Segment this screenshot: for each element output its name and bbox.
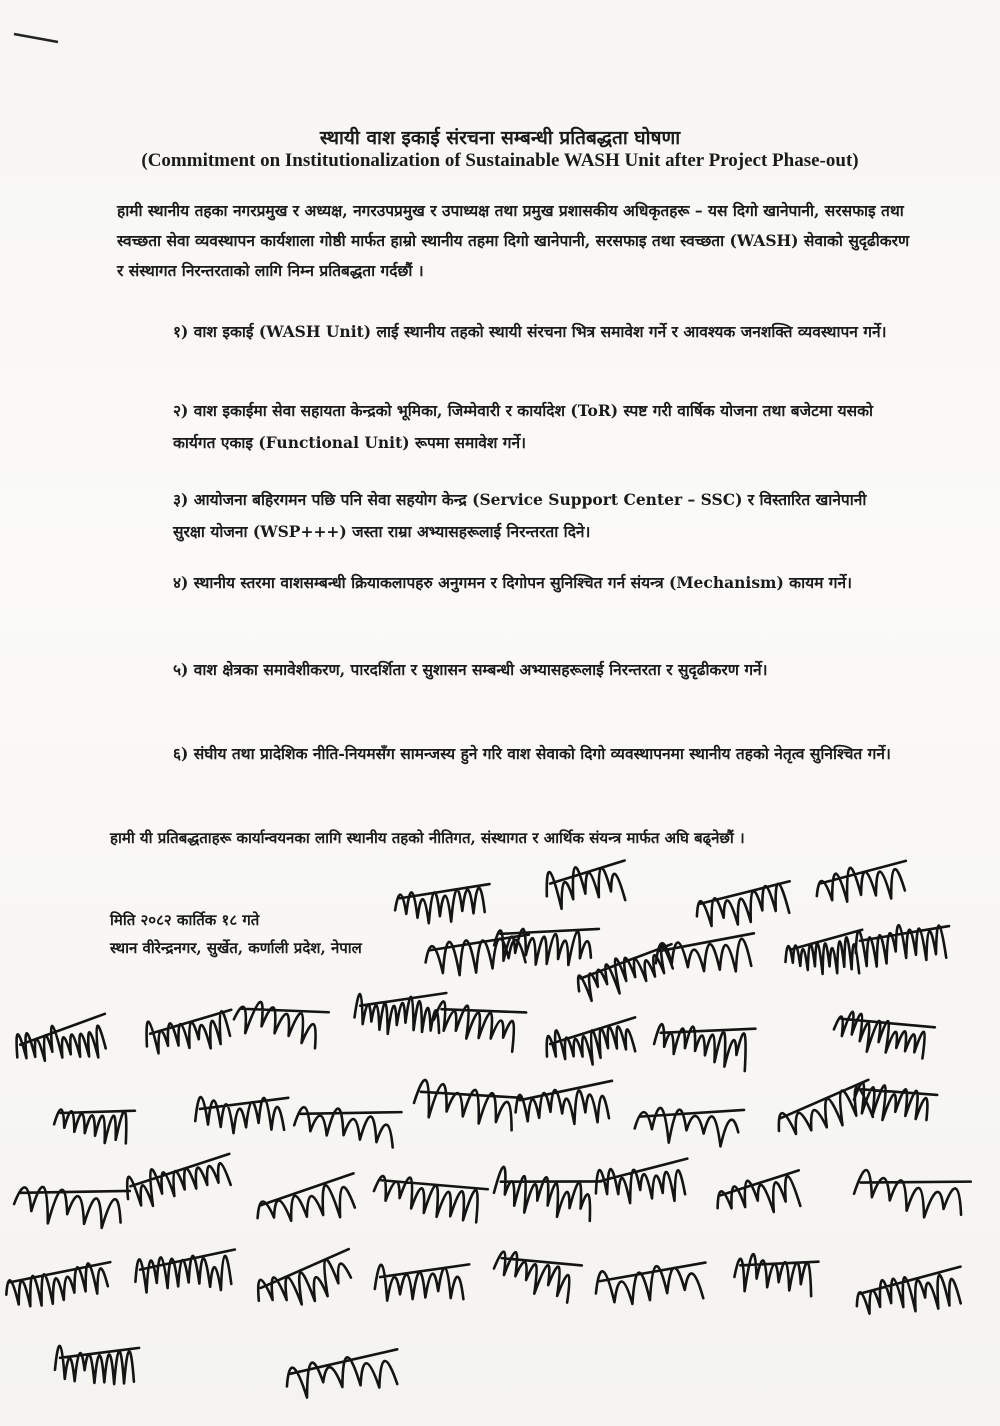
signature [654,933,756,977]
signature [853,1267,966,1320]
commitment-item: २) वाश इकाईमा सेवा सहायता केन्द्रको भूमिका, जिम्मेवारी र कार्यादेश (ToR) स्पष्ट गरी वार्षिक योजना तथा बजेटमा यसको कार्यगत एकाइ (Functional Unit) रूपमा समावेश गर्ने। [173,401,874,452]
signature [252,1249,359,1314]
signature [543,1017,641,1071]
signature [784,930,864,977]
signature [634,1106,744,1147]
signature [594,1262,708,1306]
intro-paragraph: हामी स्थानीय तहका नगरप्रमुख र अध्यक्ष, नगरउपप्रमुख र उपाध्यक्ष तथा प्रमुख प्रशासकीय अधिकृतहरू – यस दिगो खानेपानी, सरसफाइ तथा स्वच्छता सेवा व्यवस्थापन कार्यशाला गोष्ठी मार्फत हाम्रो स्थानीय तहमा दिगो खानेपानी, सरसफाइ तथा स्वच्छता (WASH) सेवाको सुदृढीकरण र संस्थागत निरन्तरताको लागि निम्न प्रतिबद्धता गर्दछौं । [117,201,910,280]
signature [851,1077,937,1130]
signatures-area [0,840,1000,1426]
signature [493,918,599,970]
signature [143,1010,236,1058]
signature [354,988,447,1037]
date-line: मिति २०८२ कार्तिक १८ गते [110,911,260,929]
signature [543,860,630,910]
signature [594,1159,691,1207]
commitment-item: ४) स्थानीय स्तरमा वाशसम्बन्धी क्रियाकलापहरु अनुगमन र दिगोपन सुनिश्चित गर्न संयन्त्र (Mechanism) कायम गर्ने। [173,573,852,592]
place-line: स्थान वीरेन्द्रनगर, सुर्खेत, कर्णाली प्रदेश, नेपाल [110,939,362,957]
signature [53,1101,135,1146]
signature [123,1153,236,1211]
signature [814,860,911,908]
signature [514,1081,614,1127]
commitment-item: ६) संघीय तथा प्रादेशिक नीति-नियमसँग सामन्जस्य हुने गरि वाश सेवाको दिगो व्यवस्थापनमा स्थानीय तहको नेतृत्व सुनिश्चित गर्ने। [173,744,891,763]
signature [652,1016,755,1072]
signature [831,1005,935,1066]
signature [733,1253,818,1297]
signature [284,1349,402,1400]
signature [4,1261,114,1309]
signature [854,922,951,968]
signature [714,1170,806,1222]
signature [134,1250,236,1294]
signature [395,884,490,923]
commitment-item: १) वाश इकाई (WASH Unit) लाई स्थानीय तहको स्थायी संरचना भित्र समावेश गर्ने र आवश्यक जनशक्ति व्यवस्थापन गर्ने। [173,322,887,341]
closing-paragraph: हामी यी प्रतिबद्धताहरू कार्यान्वयनका लागि स्थानीय तहको नीतिगत, संस्थागत र आर्थिक संयन्त्र मार्फत अघि बढ्नेछौं । [110,829,745,847]
title-english: (Commitment on Institutionalization of Sustainable WASH Unit after Project Phase-out) [141,150,859,171]
signature [431,993,526,1053]
signature [375,1262,470,1302]
signature [412,1079,522,1131]
signature [852,1166,971,1223]
signature [371,1168,487,1226]
signature [253,1173,361,1232]
title-nepali: स्थायी वाश इकाई संरचना सम्बन्धी प्रतिबद्धता घोषणा [319,127,681,149]
signature [231,991,328,1051]
signature [694,881,795,930]
pen-mark [12,28,62,48]
signature [13,1014,112,1071]
signature [492,1165,601,1224]
commitment-item: ५) वाश क्षेत्रका समावेशीकरण, पारदर्शिता र सुशासन सम्बन्धी अभ्यासहरूलाई निरन्तरता र सुदृढीकरण गर्ने। [173,660,768,679]
signature [12,1176,130,1233]
signature [490,1245,582,1304]
signature [195,1095,289,1134]
signature [293,1101,401,1148]
signature [55,1346,139,1384]
commitment-item: ३) आयोजना बहिरगमन पछि पनि सेवा सहयोग केन्द्र (Service Support Center – SSC) र विस्तारित खानेपानी सुरक्षा योजना (WSP+++) जस्ता राम्रा अभ्यासहरूलाई निरन्तरता दिने। [173,490,867,541]
